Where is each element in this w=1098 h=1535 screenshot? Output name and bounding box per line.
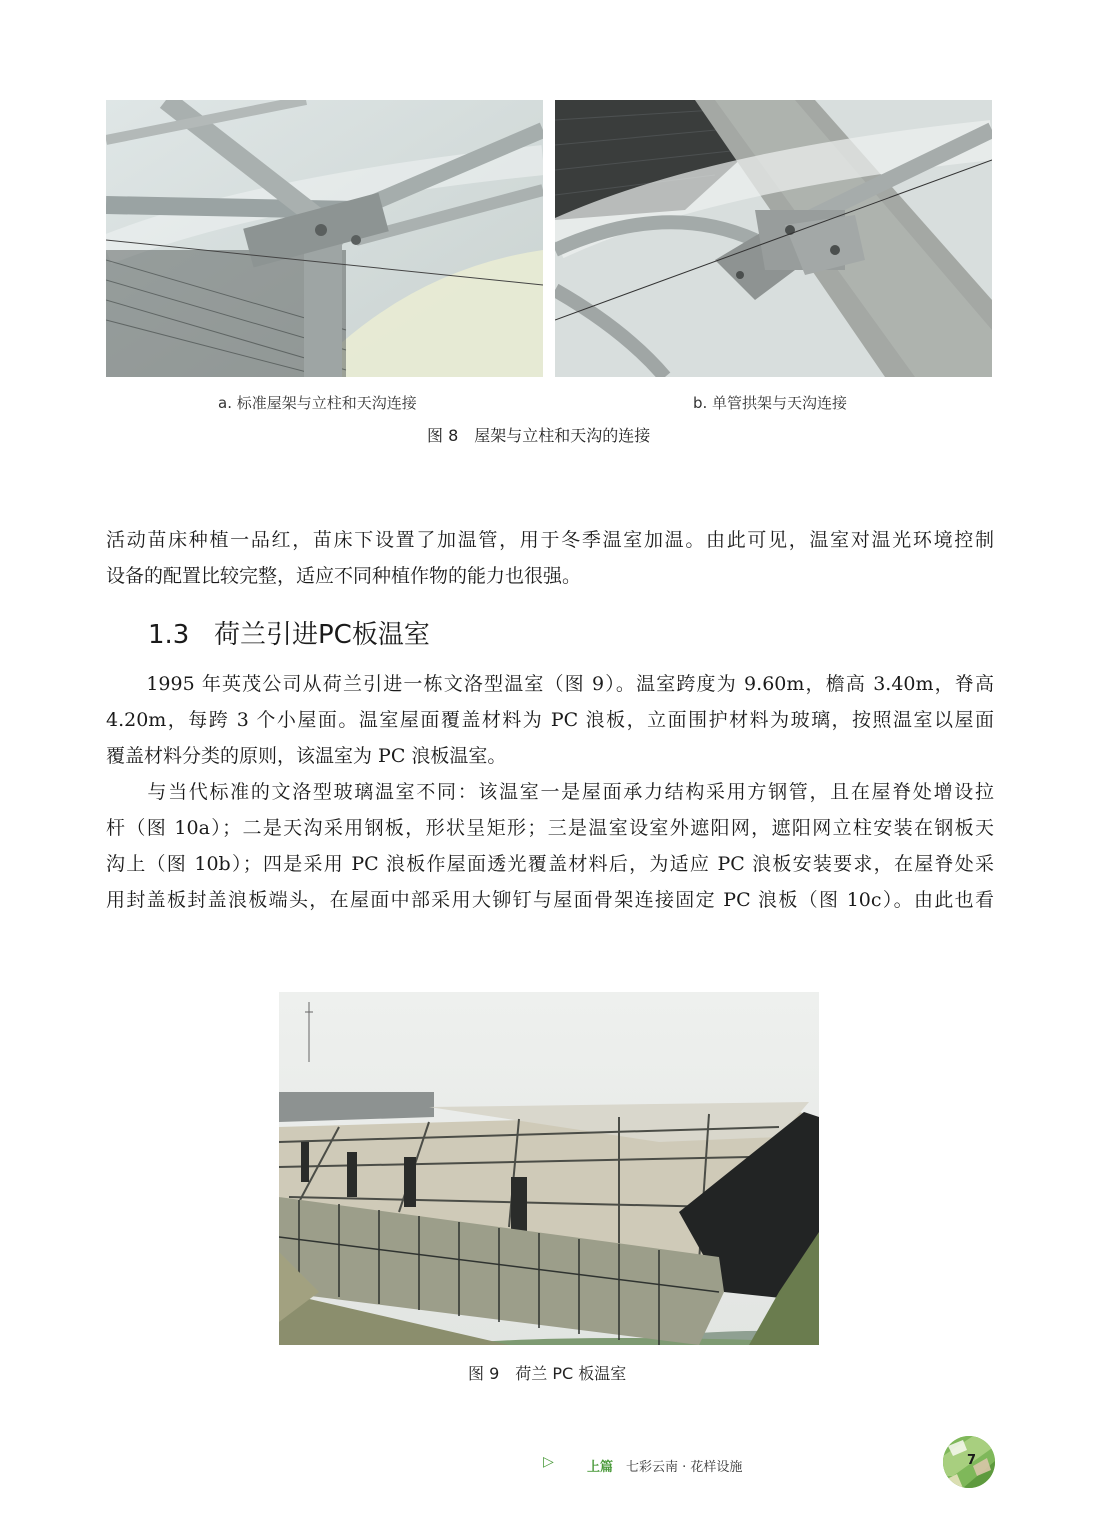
page-number: 7	[967, 1453, 977, 1468]
paragraph-3-line: 用封盖板封盖浪板端头，在屋面中部采用大铆钉与屋面骨架连接固定 PC 浪板（图 10c）。由此也看	[106, 889, 994, 911]
paragraph-2	[106, 666, 994, 774]
footer-part: 上篇	[587, 1460, 614, 1475]
paragraph-3	[106, 774, 994, 918]
figure8-title: 图 8 屋架与立柱和天沟的连接	[427, 426, 651, 445]
figure8b-photo	[555, 100, 992, 377]
paragraph-1	[106, 522, 994, 594]
footer-arrow-icon: ▷	[543, 1454, 554, 1470]
section-number: 1.3	[148, 620, 190, 650]
paragraph-2-line: 4.20m，每跨 3 个小屋面。温室屋面覆盖材料为 PC 浪板，立面围护材料为玻璃，按照温室以屋面	[106, 709, 994, 731]
figure8a-caption: a. 标准屋架与立柱和天沟连接	[218, 394, 417, 412]
footer-book-title: 七彩云南 · 花样设施	[626, 1460, 743, 1475]
paragraph-1-line: 活动苗床种植一品红，苗床下设置了加温管，用于冬季温室加温。由此可见，温室对温光环境控制	[106, 529, 994, 551]
paragraph-1-line: 设备的配置比较完整，适应不同种植作物的能力也很强。	[106, 565, 582, 587]
paragraph-2-line: 覆盖材料分类的原则，该温室为 PC 浪板温室。	[106, 745, 507, 767]
figure9-title: 图 9 荷兰 PC 板温室	[468, 1364, 627, 1383]
paragraph-2-line: 1995 年英茂公司从荷兰引进一栋文洛型温室（图 9）。温室跨度为 9.60m，檐高 3.40m，脊高	[106, 673, 994, 695]
paragraph-3-line: 杆（图 10a）；二是天沟采用钢板，形状呈矩形；三是温室设室外遮阳网，遮阳网立柱安装在钢板天	[106, 817, 994, 839]
section-heading	[148, 614, 430, 651]
page-number-badge	[943, 1436, 995, 1488]
paragraph-3-line: 与当代标准的文洛型玻璃温室不同：该温室一是屋面承力结构采用方钢管，且在屋脊处增设拉	[106, 781, 994, 803]
figure8a-photo	[106, 100, 543, 377]
figure9-photo	[279, 992, 819, 1345]
figure8b-caption: b. 单管拱架与天沟连接	[693, 394, 848, 412]
section-title-text: 荷兰引进PC板温室	[214, 620, 430, 650]
paragraph-3-line: 沟上（图 10b）；四是采用 PC 浪板作屋面透光覆盖材料后，为适应 PC 浪板安装要求，在屋脊处采	[106, 853, 994, 875]
